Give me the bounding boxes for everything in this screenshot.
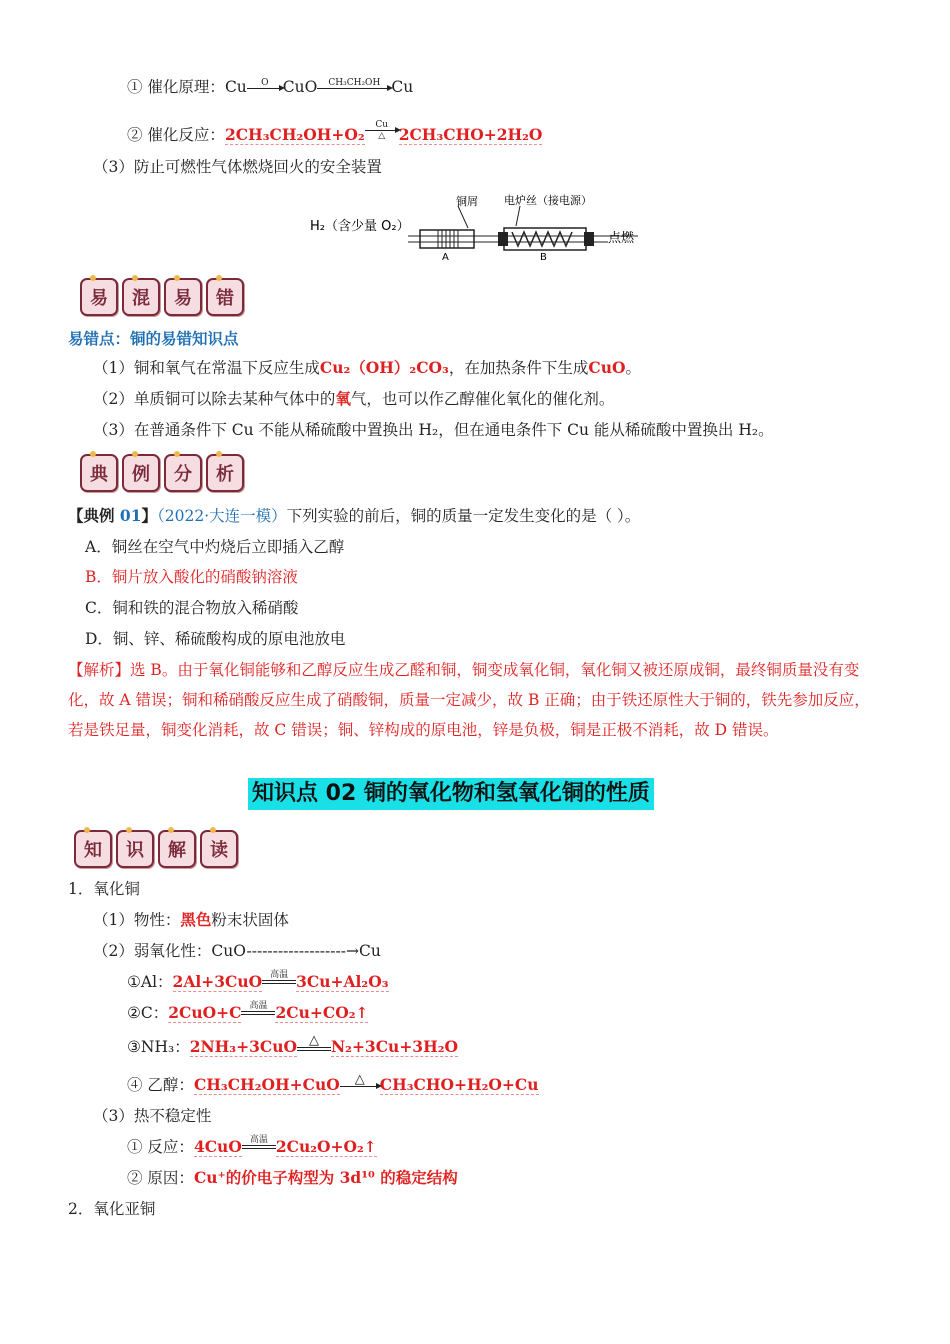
reaction-right: 3Cu+Al₂O₃ bbox=[296, 972, 389, 991]
reaction-right: 2Cu₂O+O₂↑ bbox=[275, 1137, 377, 1156]
badge-char: 易 bbox=[164, 278, 202, 316]
label: ② 催化反应： bbox=[127, 126, 225, 144]
arrow-condition: 高温 bbox=[270, 970, 289, 980]
badge-char: 典 bbox=[80, 454, 118, 492]
badge-char: 错 bbox=[206, 278, 244, 316]
cuo-physical-property bbox=[93, 909, 289, 931]
analysis-text: 【解析】选 B。由于氧化铜能够和乙醇反应生成乙醛和铜，铜变成氧化铜，氧化铜又被还原成铜，最终铜质量没有变化，故 A 错误；铜和稀硝酸反应生成了硝酸铜，质量一定减少，故 B 正确；由于铁还原性大于铜的，铁先参加反应，若是铁足量，铜变化消耗，故 C 错误；铜、锌构成的原电池，锌是负极，铜是正极不消耗，故 D 错误。 bbox=[68, 661, 870, 739]
apparatus-diagram bbox=[308, 192, 648, 262]
arrow-condition: 高温 bbox=[249, 1135, 268, 1145]
equals-condition bbox=[297, 1034, 331, 1051]
text: （2）单质铜可以除去某种气体中的 bbox=[93, 390, 336, 408]
arrow-condition: CH₃CH₂OH bbox=[328, 77, 381, 88]
reaction-left: CH₃CH₂OH+CuO bbox=[193, 1075, 340, 1094]
label: ① 反应： bbox=[127, 1138, 194, 1156]
arrow-condition: Cu bbox=[375, 119, 389, 130]
label: ③NH₃： bbox=[127, 1038, 190, 1056]
reaction-left: 4CuO bbox=[193, 1137, 242, 1156]
decomposition-reason bbox=[127, 1167, 458, 1189]
label-a: A bbox=[442, 252, 449, 262]
text: 。 bbox=[625, 359, 641, 377]
example-source: （2022·大连一模） bbox=[157, 507, 287, 525]
badge-char: 混 bbox=[122, 278, 160, 316]
arrow-ethanol bbox=[317, 78, 391, 99]
safety-device-figure bbox=[308, 192, 648, 262]
label: ②C： bbox=[127, 1004, 169, 1022]
text: ，在加热条件下生成 bbox=[448, 359, 589, 377]
catalysis-reaction bbox=[127, 119, 543, 147]
error-item-3: （3）在普通条件下 Cu 不能从稀硫酸中置换出 H₂，但在通电条件下 Cu 能从稀硫酸中置换出 H₂。 bbox=[93, 421, 774, 439]
badge-char: 知 bbox=[74, 830, 112, 868]
badge-char: 易 bbox=[80, 278, 118, 316]
label: ④ 乙醇： bbox=[127, 1076, 194, 1094]
equals-condition bbox=[242, 1135, 276, 1149]
arrow-o2 bbox=[247, 78, 283, 99]
example-tag: 】 bbox=[141, 506, 157, 525]
reaction-left: 2Al+3CuO bbox=[172, 972, 263, 991]
option-b-correct: B．铜片放入酸化的硝酸钠溶液 bbox=[85, 568, 298, 586]
badge-example-analysis bbox=[80, 454, 244, 492]
error-item-2 bbox=[93, 388, 614, 410]
label: （1）物性： bbox=[93, 911, 181, 929]
badge-char: 识 bbox=[116, 830, 154, 868]
heating-wire bbox=[512, 232, 572, 246]
reaction-right: N₂+3Cu+3H₂O bbox=[330, 1037, 459, 1056]
formula-highlight: Cu₂（OH）₂CO₃ bbox=[319, 358, 449, 377]
reaction-left: 2NH₃+3CuO bbox=[189, 1037, 297, 1056]
reaction-right: 2CH₃CHO+2H₂O bbox=[398, 125, 543, 144]
reaction-al bbox=[127, 971, 389, 993]
option-c: C．铜和铁的混合物放入稀硝酸 bbox=[85, 599, 299, 617]
reaction-arrow bbox=[340, 1073, 380, 1087]
label: ①Al： bbox=[127, 973, 173, 991]
label-b: B bbox=[540, 252, 547, 262]
example-tag: 【典例 bbox=[68, 506, 120, 525]
h2-label: H₂（含少量 O₂） bbox=[310, 219, 410, 234]
furnace-wire-label: 电炉丝（接电源） bbox=[504, 194, 592, 207]
cu2o-title: 2．氧化亚铜 bbox=[68, 1200, 156, 1218]
reaction-right: CH₃CHO+H₂O+Cu bbox=[379, 1075, 539, 1094]
formula-highlight: CuO bbox=[588, 358, 626, 377]
badge-char: 例 bbox=[122, 454, 160, 492]
cuo-weak-oxidation: （2）弱氧化性：CuO-------------------→Cu bbox=[93, 942, 381, 960]
question-text: 下列实验的前后，铜的质量一定发生变化的是（ ）。 bbox=[286, 507, 641, 525]
formula-cu: Cu bbox=[391, 78, 414, 96]
example-number: 01 bbox=[119, 506, 142, 525]
safety-item: （3）防止可燃性气体燃烧回火的安全装置 bbox=[93, 158, 382, 176]
reaction-arrow bbox=[365, 120, 399, 141]
reaction-nh3 bbox=[127, 1032, 459, 1058]
reaction-right: 2Cu+CO₂↑ bbox=[275, 1003, 369, 1022]
badge-char: 读 bbox=[200, 830, 238, 868]
tube-a bbox=[420, 230, 474, 248]
example-question bbox=[68, 505, 640, 527]
error-item-1 bbox=[93, 357, 641, 379]
arrow-condition: △ bbox=[378, 130, 386, 141]
reaction-left: 2CH₃CH₂OH+O₂ bbox=[224, 125, 365, 144]
badge-char: 解 bbox=[158, 830, 196, 868]
ignite-label: 点燃 bbox=[608, 231, 635, 246]
formula-cu: Cu bbox=[224, 78, 247, 96]
highlight: 氧 bbox=[335, 389, 351, 408]
badge-knowledge bbox=[74, 830, 238, 868]
decomposition-reaction bbox=[127, 1136, 377, 1158]
cuo-title: 1．氧化铜 bbox=[68, 880, 140, 898]
reaction-ethanol bbox=[127, 1074, 539, 1096]
section-heading: 知识点 02 铜的氧化物和氢氧化铜的性质 bbox=[248, 778, 654, 810]
label: ② 原因： bbox=[127, 1169, 194, 1187]
errors-title: 易错点：铜的易错知识点 bbox=[68, 329, 239, 348]
arrow-condition: △ bbox=[308, 1032, 319, 1048]
formula-cuo: CuO bbox=[282, 78, 318, 96]
text: 气，也可以作乙醇催化氧化的催化剂。 bbox=[350, 390, 615, 408]
equals-condition bbox=[241, 1001, 275, 1015]
reaction-left: 2CuO+C bbox=[168, 1003, 242, 1022]
arrow-condition: △ bbox=[354, 1072, 365, 1087]
arrow-condition: O bbox=[261, 77, 269, 88]
equals-condition bbox=[262, 970, 296, 984]
label: ① 催化原理： bbox=[127, 78, 225, 96]
cuo-thermal-instability: （3）热不稳定性 bbox=[93, 1107, 212, 1125]
option-d: D．铜、锌、稀硫酸构成的原电池放电 bbox=[85, 630, 346, 648]
option-a: A．铜丝在空气中灼烧后立即插入乙醇 bbox=[85, 538, 345, 556]
badge-char: 析 bbox=[206, 454, 244, 492]
arrow-condition: 高温 bbox=[249, 1001, 268, 1011]
highlight: Cu⁺的价电子构型为 3d¹⁰ 的稳定结构 bbox=[193, 1168, 458, 1187]
catalysis-principle bbox=[127, 76, 413, 99]
text: （1）铜和氧气在常温下反应生成 bbox=[93, 359, 320, 377]
highlight: 黑色 bbox=[180, 910, 212, 929]
text: 粉末状固体 bbox=[211, 911, 289, 929]
badge-easy-mistakes bbox=[80, 278, 244, 316]
reaction-c bbox=[127, 1002, 368, 1024]
copper-mesh-label: 铜屑 bbox=[456, 195, 478, 208]
badge-char: 分 bbox=[164, 454, 202, 492]
